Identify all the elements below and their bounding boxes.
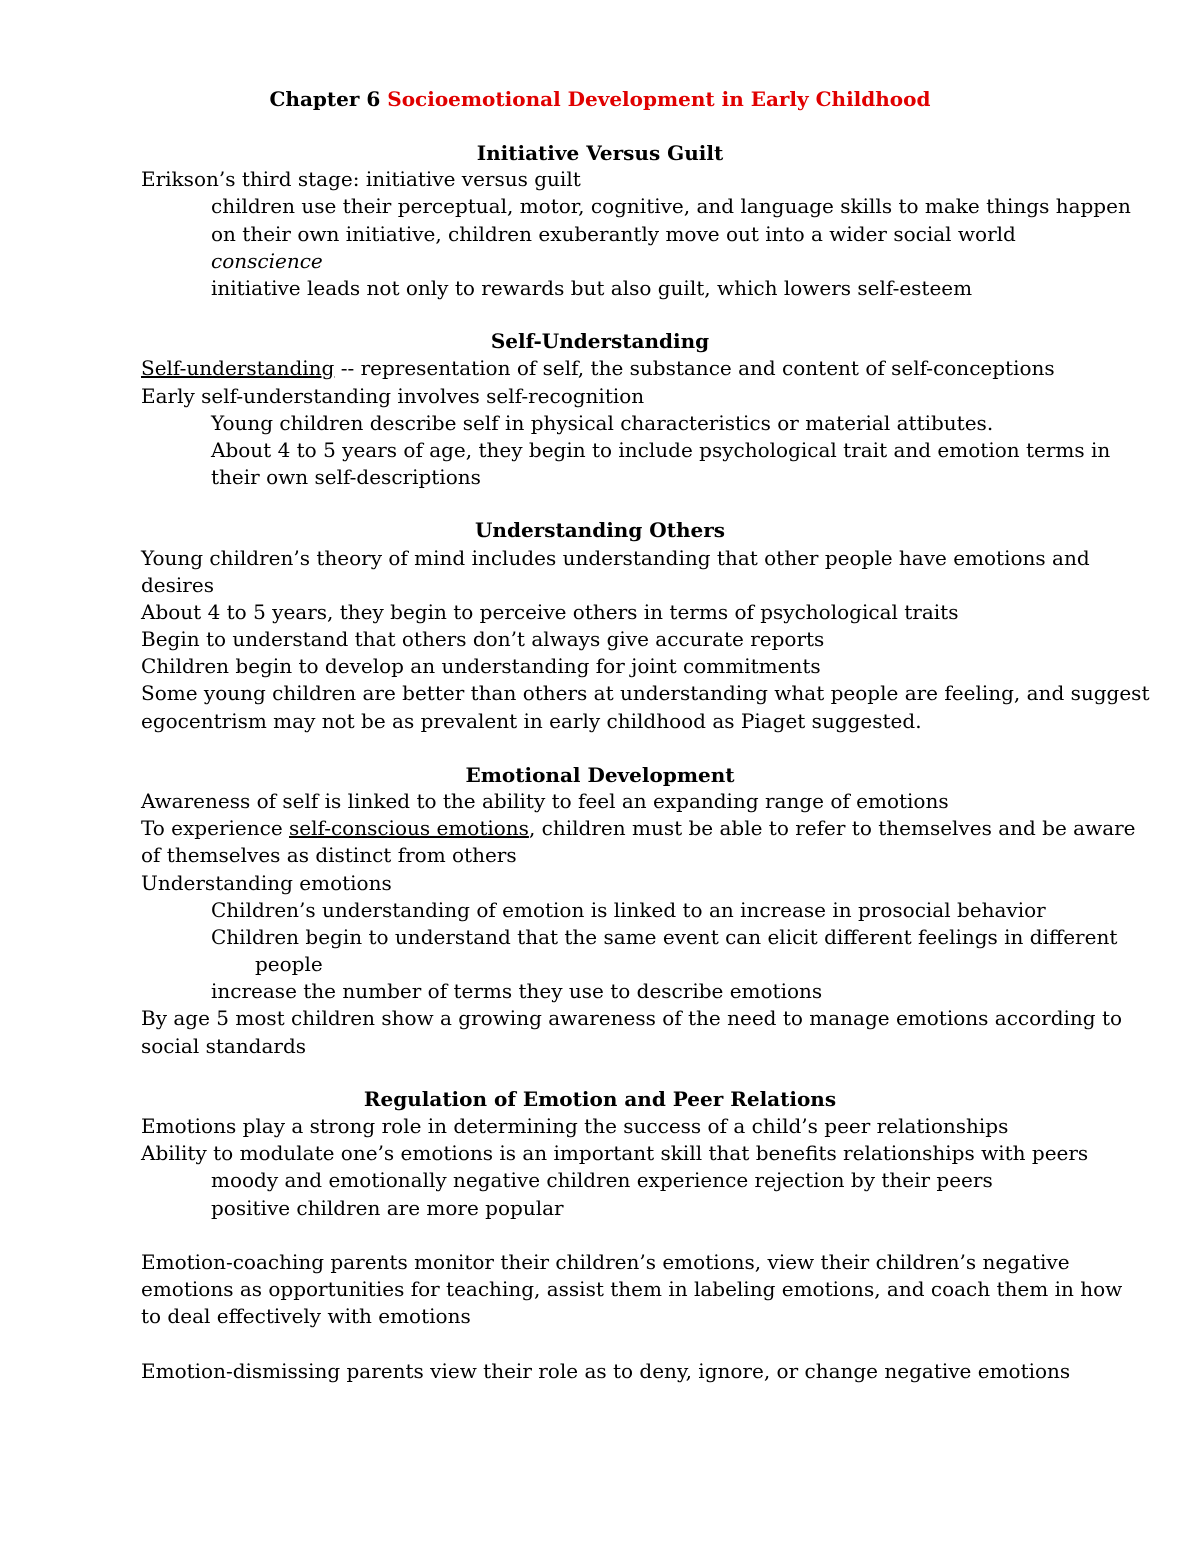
text-line: Early self-understanding involves self-recognition (141, 384, 645, 408)
chapter-subject: Socioemotional Development in Early Childhood (387, 87, 931, 111)
text-line: Ability to modulate one’s emotions is an important skill that benefits relationships with peers (141, 1141, 1089, 1165)
definition-line (141, 355, 1055, 382)
text-line: moody and emotionally negative children experience rejection by their peers (211, 1168, 993, 1192)
text-line: About 4 to 5 years of age, they begin to include psychological trait and emotion terms in (211, 438, 1111, 462)
text-line: to deal effectively with emotions (141, 1304, 471, 1328)
text-line: Children’s understanding of emotion is linked to an increase in prosocial behavior (211, 898, 1046, 922)
definition-text: -- representation of self, the substance and content of self-conceptions (334, 356, 1055, 380)
text-line: Awareness of self is linked to the ability to feel an expanding range of emotions (141, 789, 949, 813)
text-line: Erikson’s third stage: initiative versus guilt (141, 167, 581, 191)
text-line: emotions as opportunities for teaching, assist them in labeling emotions, and coach them in how (141, 1277, 1123, 1301)
text-suffix: , children must be able to refer to themselves and be aware (528, 816, 1136, 840)
text-line: children use their perceptual, motor, cognitive, and language skills to make things happen (211, 194, 1131, 218)
text-line: increase the number of terms they use to describe emotions (211, 979, 823, 1003)
chapter-title (0, 86, 1200, 113)
text-line: Emotions play a strong role in determining the success of a child’s peer relationships (141, 1114, 1009, 1138)
text-prefix: To experience (141, 816, 290, 840)
text-line: Emotion-dismissing parents view their role as to deny, ignore, or change negative emotions (141, 1359, 1071, 1383)
text-line: positive children are more popular (211, 1196, 564, 1220)
text-line: Children begin to understand that the same event can elicit different feelings in different (211, 925, 1118, 949)
section-heading: Emotional Development (465, 763, 735, 787)
text-line: desires (141, 573, 214, 597)
section-heading: Self-Understanding (490, 329, 710, 353)
text-line: on their own initiative, children exuberantly move out into a wider social world (211, 222, 1016, 246)
section-heading: Initiative Versus Guilt (476, 141, 724, 165)
key-term: Self-understanding (141, 356, 335, 380)
text-line: egocentrism may not be as prevalent in early childhood as Piaget suggested. (141, 709, 922, 733)
text-line: Young children describe self in physical characteristics or material attibutes. (211, 411, 994, 435)
text-line: Young children’s theory of mind includes understanding that other people have emotions and (141, 546, 1090, 570)
section-heading: Understanding Others (474, 518, 726, 542)
text-line: Begin to understand that others don’t always give accurate reports (141, 627, 825, 651)
text-line: initiative leads not only to rewards but also guilt, which lowers self-esteem (211, 276, 973, 300)
text-line-term: conscience (211, 249, 323, 273)
section-heading: Regulation of Emotion and Peer Relations (363, 1087, 837, 1111)
text-line: Understanding emotions (141, 871, 392, 895)
text-line: By age 5 most children show a growing awareness of the need to manage emotions according to (141, 1006, 1123, 1030)
text-line: About 4 to 5 years, they begin to perceive others in terms of psychological traits (141, 600, 959, 624)
text-line: Some young children are better than others at understanding what people are feeling, and suggest (141, 681, 1150, 705)
text-line: social standards (141, 1034, 307, 1058)
text-line: Emotion-coaching parents monitor their children’s emotions, view their children’s negative (141, 1250, 1070, 1274)
text-line: of themselves as distinct from others (141, 843, 517, 867)
definition-line (141, 815, 1136, 842)
text-line: their own self-descriptions (211, 465, 481, 489)
text-line: Children begin to develop an understanding for joint commitments (141, 654, 821, 678)
key-term: self-conscious emotions (289, 816, 529, 840)
chapter-number: Chapter 6 (269, 87, 381, 111)
text-line: people (255, 952, 323, 976)
